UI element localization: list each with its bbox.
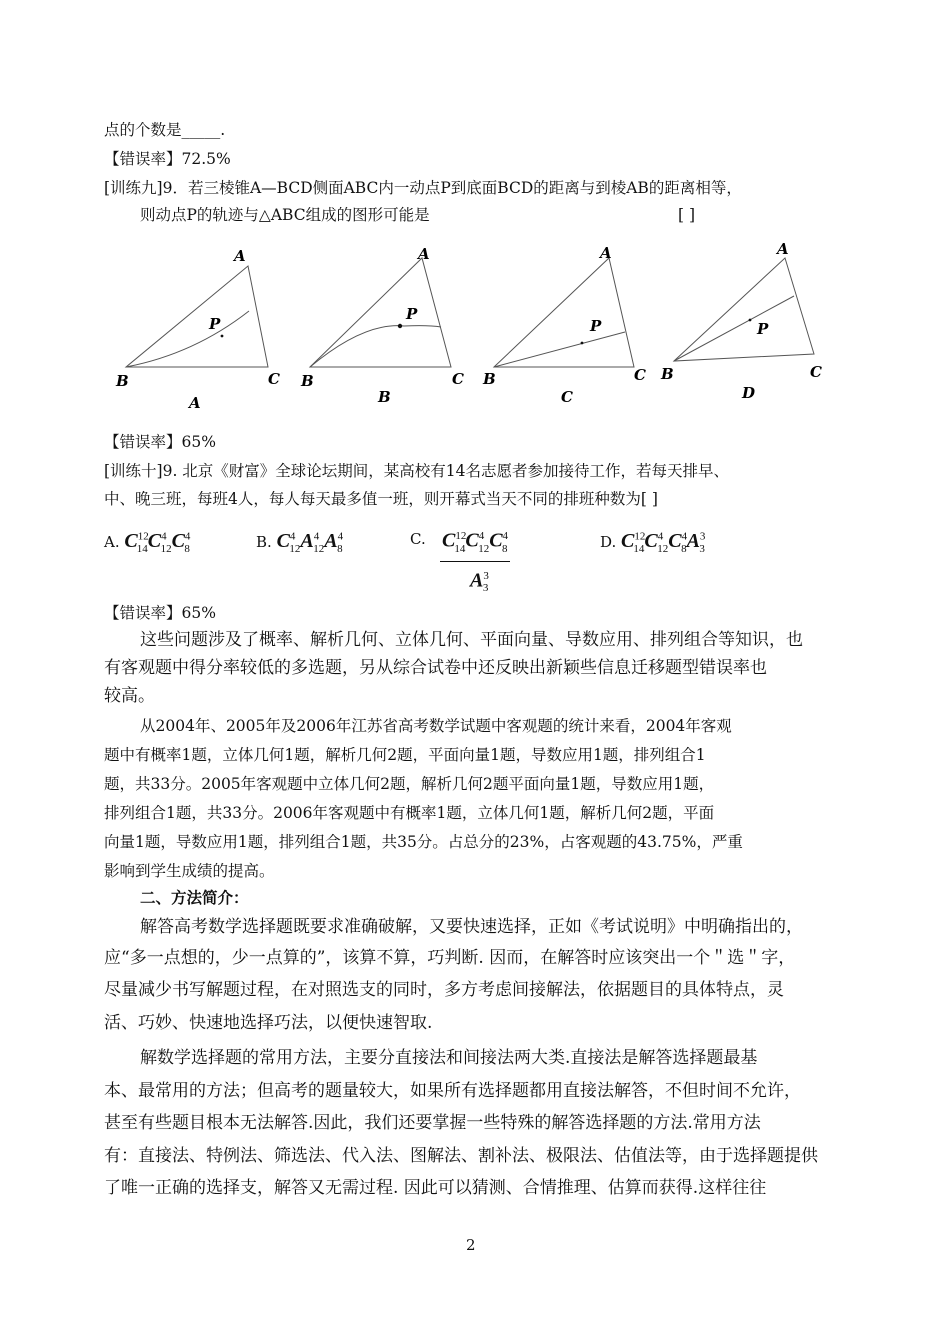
para3-line-4: 活、巧妙、快速地选择巧法，以便快速智取. [104,1013,433,1033]
para3-line-2: 应“多一点想的，少一点算的”，该算不算，巧判断. 因而，在解答时应该突出一个＂选＂字， [104,948,796,968]
option-c [410,530,426,548]
label-p: P [209,315,221,333]
label-a: A [777,240,789,258]
label-b: B [661,365,674,383]
label-a: A [418,245,430,263]
section-heading: 二、方法简介： [140,888,249,907]
para2-line-1: 从2004年、2005年及2006年江苏省高考数学试题中客观题的统计来看，2004年客观 [140,717,732,735]
question-9-line-1: [训练九]9．若三棱锥A—BCD侧面ABC内一动点P到底面BCD的距离与到棱AB的距离相等， [104,179,742,197]
figure-d [660,240,822,402]
question-9-line-2: 则动点P的轨迹与△ABC组成的图形可能是 [140,206,430,224]
option-b-label: B. [256,533,272,551]
para1-line-3: 较高。 [104,686,155,706]
caption-a: A [189,394,201,412]
label-p: P [406,305,418,323]
figure-a [115,247,280,412]
caption-d: D [742,384,756,402]
page-number: 2 [466,1236,476,1254]
option-d-label: D. [600,533,617,551]
label-c: C [634,366,646,384]
label-c: C [810,363,822,381]
caption-b: B [378,388,391,406]
label-b: B [116,372,129,390]
figure-c [482,244,646,406]
label-a: A [600,244,612,262]
option-a-label: A. [104,533,120,551]
para2-line-2: 题中有概率1题，立体几何1题，解析几何2题，平面向量1题，导数应用1题，排列组合1 [104,746,706,764]
para3-line-1: 解答高考数学选择题既要求准确破解，又要快速选择，正如《考试说明》中明确指出的， [140,917,803,937]
para2-line-5: 向量1题，导数应用1题，排列组合1题，共35分。占总分的23%，占客观题的43.75%，严重 [104,833,743,851]
para4-line-3: 甚至有些题目根本无法解答.因此，我们还要掌握一些特殊的解答选择题的方法.常用方法 [104,1113,761,1133]
para2-line-4: 排列组合1题，共33分。2006年客观题中有概率1题，立体几何1题，解析几何2题，平面 [104,804,715,822]
option-b [256,530,343,555]
option-c-label: C. [410,530,426,548]
option-b-formula: $C^4_{12}A^4_{12}A^4_8$ [276,530,344,555]
option-c-fraction: $\frac{C^{12}_{14}C^4_{12}C^4_8}{A^3_3}$ [440,524,510,602]
question-tail: 点的个数是_____. [104,121,226,139]
option-d-formula: $C^{12}_{14}C^4_{12}C^4_8A^3_3$ [621,530,706,555]
para1-line-2: 有客观题中得分率较低的多选题，另从综合试卷中还反映出新颖些信息迁移题型错误率也 [104,658,767,678]
figure-b [300,245,464,406]
error-rate-3: 【错误率】65% [104,604,216,622]
option-d [600,530,705,555]
label-b: B [301,372,314,390]
para4-line-2: 本、最常用的方法；但高考的题量较大，如果所有选择题都用直接法解答，不但时间不允许， [104,1081,801,1101]
para2-line-6: 影响到学生成绩的提高。 [104,862,275,880]
label-b: B [483,370,496,388]
error-rate-2: 【错误率】65% [104,433,216,451]
para4-line-1: 解数学选择题的常用方法，主要分直接法和间接法两大类.直接法是解答选择题最基 [140,1048,758,1068]
label-c: C [268,370,280,388]
label-p: P [757,320,769,338]
label-a: A [234,247,246,265]
triangle-figures [104,236,864,421]
para4-line-5: 了唯一正确的选择支，解答又无需过程. 因此可以猜测、合情推理、估算而获得.这样往往 [104,1178,767,1198]
caption-c: C [561,388,573,406]
question-10-line-2: 中、晚三班，每班4人，每人每天最多值一班，则开幕式当天不同的排班种数为[ ] [104,490,658,508]
para4-line-4: 有：直接法、特例法、筛选法、代入法、图解法、割补法、极限法、估值法等，由于选择题提供 [104,1146,818,1166]
error-rate-1: 【错误率】72.5% [104,150,231,168]
para1-line-1: 这些问题涉及了概率、解析几何、立体几何、平面向量、导数应用、排列组合等知识，也 [140,630,803,650]
option-a [104,530,190,555]
para2-line-3: 题，共33分。2005年客观题中立体几何2题，解析几何2题平面向量1题，导数应用1题， [104,775,715,793]
label-c: C [452,370,464,388]
label-p: P [590,317,602,335]
answer-bracket: [ ] [678,206,696,224]
para3-line-3: 尽量减少书写解题过程，在对照选支的同时，多方考虑间接解法，依据题目的具体特点，灵 [104,980,784,1000]
option-a-formula: $C^{12}_{14}C^4_{12}C^4_8$ [124,530,191,555]
question-10-line-1: [训练十]9. 北京《财富》全球论坛期间，某高校有14名志愿者参加接待工作，若每天排早、 [104,462,730,480]
